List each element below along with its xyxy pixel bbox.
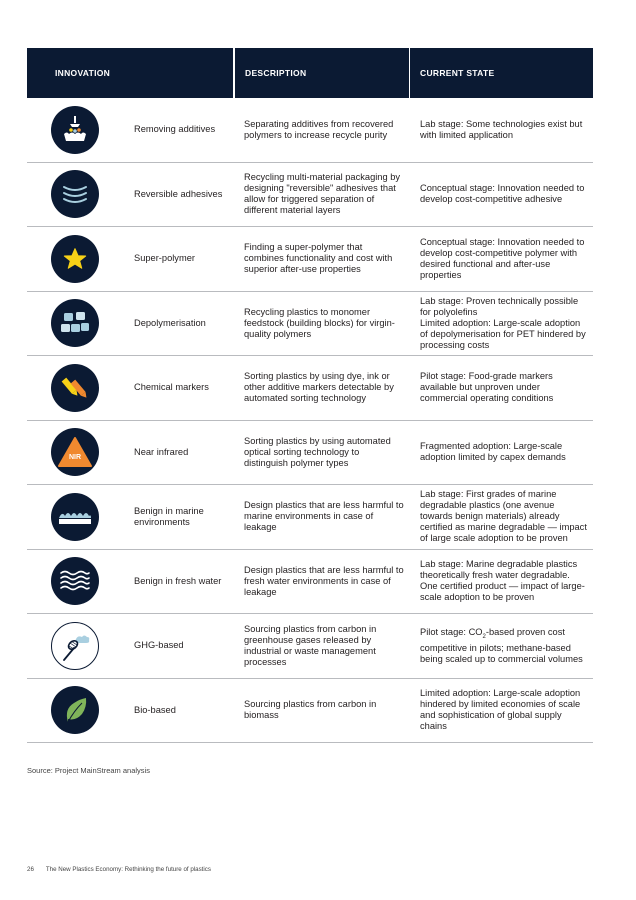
innovation-description: Design plastics that are less harmful to fresh water environments in case of leakage <box>244 564 404 597</box>
header-current-state: CURRENT STATE <box>410 48 593 98</box>
innovation-description: Design plastics that are less harmful to marine environments in case of leakage <box>244 500 404 533</box>
table-row <box>27 614 593 679</box>
leaf-icon <box>51 686 99 734</box>
table-row <box>27 227 593 292</box>
innovation-name: Chemical markers <box>134 382 209 393</box>
innovation-description: Finding a super-polymer that combines functionality and cost with superior after-use properties <box>244 242 393 275</box>
fresh-water-icon <box>51 557 99 605</box>
source-note: Source: Project MainStream analysis <box>27 766 150 775</box>
table-row <box>27 356 593 421</box>
innovation-state: Lab stage: Some technologies exist but with limited application <box>420 118 583 140</box>
innovation-name: Benign in marine environments <box>134 505 204 527</box>
innovation-state: Pilot stage: Food-grade markers available but unproven under commercial operating conditions <box>420 371 554 404</box>
innovation-description: Sourcing plastics from carbon in biomass <box>244 699 377 721</box>
innovation-state <box>410 627 593 665</box>
building-blocks-icon <box>51 299 99 347</box>
document-title: The New Plastics Economy: Rethinking the future of plastics <box>45 866 211 873</box>
state-subscript: 2 <box>482 633 486 640</box>
table-row <box>27 485 593 550</box>
innovation-name: Super-polymer <box>134 253 195 264</box>
innovation-state: Limited adoption: Large-scale adoption hindered by limited economies of scale and sophistication of global supply chains <box>420 688 581 732</box>
table-row <box>27 679 593 744</box>
ghg-net-icon <box>51 622 99 670</box>
innovation-name: Bio-based <box>134 704 176 715</box>
table-row <box>27 421 593 486</box>
star-icon <box>51 235 99 283</box>
page-footer <box>27 866 211 873</box>
innovation-name: GHG-based <box>134 640 184 651</box>
innovation-state: Conceptual stage: Innovation needed to develop cost-competitive adhesive <box>420 183 585 205</box>
innovations-table <box>27 48 593 743</box>
table-header <box>27 48 593 98</box>
innovation-name: Removing additives <box>134 124 216 135</box>
state-suffix: -based proven cost competitive in pilots; methane-based being scaled up to commercial volumes <box>420 626 583 664</box>
reversible-adhesives-icon <box>51 170 99 218</box>
innovation-description: Sourcing plastics from carbon in greenhouse gases released by industrial or waste management processes <box>244 623 377 667</box>
innovation-state: Fragmented adoption: Large-scale adoption limited by capex demands <box>420 441 566 463</box>
removing-additives-icon <box>51 106 99 154</box>
innovation-state: Conceptual stage: Innovation needed to develop cost-competitive polymer with desired functional and after-use properties <box>420 236 585 280</box>
header-description: DESCRIPTION <box>235 48 409 98</box>
innovation-name: Near infrared <box>134 446 189 457</box>
innovation-state: Lab stage: Marine degradable plastics theoretically fresh water degradable. One certified product — impact of large-scale adoption to be proven <box>420 559 585 603</box>
innovation-description: Sorting plastics by using dye, ink or other additive markers detectable by automated sorting technology <box>244 371 394 404</box>
markers-icon <box>51 364 99 412</box>
innovation-name: Reversible adhesives <box>134 188 223 199</box>
header-innovation: INNOVATION <box>27 48 233 98</box>
page-number: 26 <box>27 866 34 873</box>
innovation-state: Lab stage: First grades of marine degradable plastics (one avenue towards benign materials) already certified as marine degradable — impact of large scale adoption to be proven <box>420 489 587 544</box>
nir-triangle-icon <box>51 428 99 476</box>
table-row <box>27 98 593 163</box>
innovation-name: Benign in fresh water <box>134 575 222 586</box>
innovation-description: Recycling multi-material packaging by designing "reversible" adhesives that allow for triggered separation of different material layers <box>244 172 401 216</box>
innovation-description: Recycling plastics to monomer feedstock (building blocks) for virgin-quality polymers <box>244 306 395 339</box>
state-prefix: Pilot stage: CO <box>420 626 483 637</box>
nir-label: NIR <box>68 454 82 462</box>
innovation-name: Depolymerisation <box>134 317 206 328</box>
table-row <box>27 292 593 357</box>
innovation-description: Sorting plastics by using automated optical sorting technology to distinguish polymer types <box>244 435 391 468</box>
table-row <box>27 550 593 615</box>
innovation-state: Lab stage: Proven technically possible for polyolefins Limited adoption: Large-scale adoption of depolymerisation for PET hindered by processing costs <box>420 295 586 350</box>
marine-waves-icon <box>51 493 99 541</box>
innovation-description: Separating additives from recovered polymers to increase recycle purity <box>244 118 394 140</box>
table-row <box>27 163 593 228</box>
